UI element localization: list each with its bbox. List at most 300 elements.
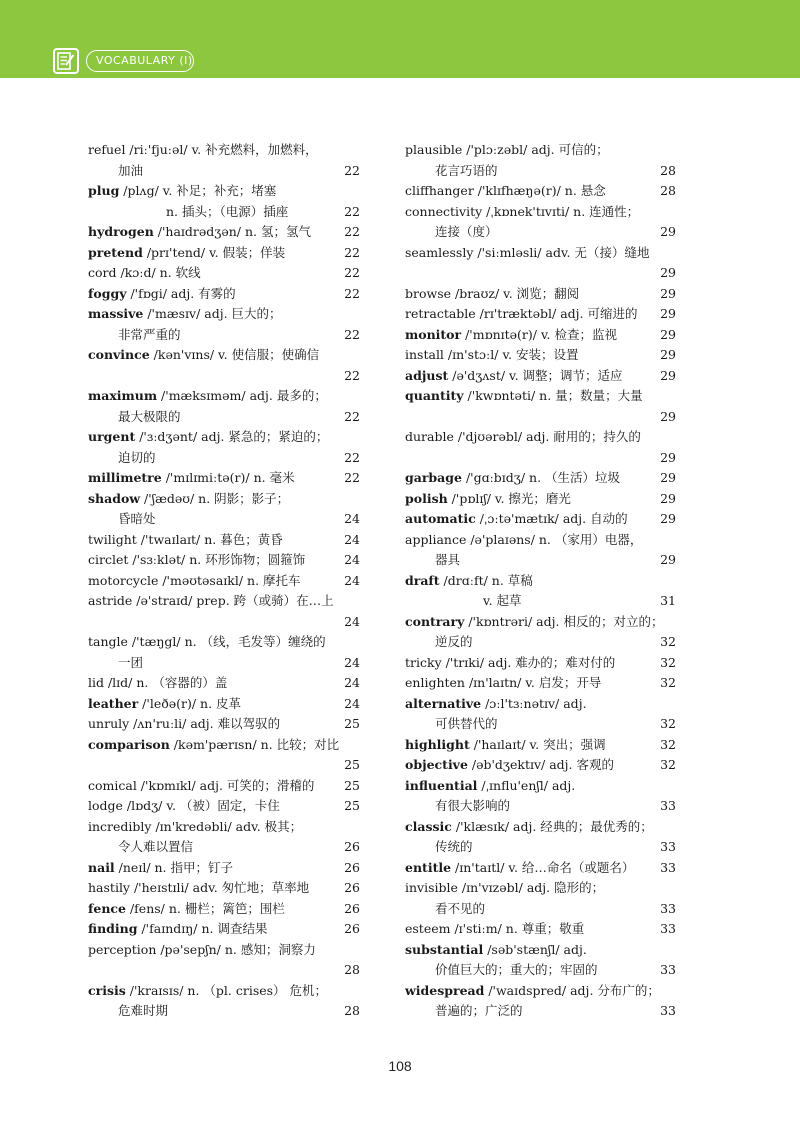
headword: highlight (405, 736, 470, 752)
entry-page-number: 22 (342, 243, 360, 264)
vocab-entry (88, 181, 360, 222)
entry-line (88, 817, 360, 838)
entry-page-number: 22 (342, 325, 360, 346)
definition-text: /'pɒlɪʃ/ v. 擦光；磨光 (447, 490, 571, 506)
entry-page-number: 22 (342, 468, 360, 489)
definition-text: /pə'sepʃn/ n. 感知；洞察力 (156, 941, 316, 957)
definition-text: /kɔːd/ n. 软线 (116, 265, 201, 280)
headword: foggy (88, 285, 127, 301)
definition-text: /ɪn'vɪzəbl/ adj. 隐形的； (457, 880, 605, 895)
vocab-entry (88, 591, 360, 632)
definition-text: /ˌɪnflu'enʃl/ adj. (477, 777, 576, 793)
definition-text: /'tæŋgl/ n. （线，毛发等）缠绕的 (127, 634, 326, 649)
entry-line (88, 530, 360, 551)
headword: twilight (88, 531, 137, 547)
headword: quantity (405, 388, 464, 403)
headword: enlighten (405, 675, 465, 690)
header-band (0, 0, 800, 78)
entry-line: 一团 (118, 654, 144, 670)
entry-page-number: 32 (658, 653, 676, 674)
entry-line: 加油 (118, 162, 144, 178)
entry-line (405, 386, 676, 407)
entry-line (405, 919, 676, 940)
headword: massive (88, 306, 144, 321)
headword: entitle (405, 859, 452, 875)
definition-text: /plʌg/ v. 补足；补充；堵塞 (119, 183, 277, 198)
entry-line (88, 899, 360, 920)
definition-text: /'mæksɪməm/ adj. 最多的； (157, 388, 327, 403)
entry-line (88, 755, 360, 776)
headword: nail (88, 859, 115, 875)
headword: pretend (88, 244, 143, 260)
headword: lid (88, 675, 104, 690)
definition-text: /'faɪndɪŋ/ n. 调查结果 (137, 921, 268, 936)
entry-page-number: 29 (658, 448, 676, 469)
headword: seamlessly (405, 244, 474, 260)
entry-line (405, 940, 676, 961)
headword: influential (405, 777, 478, 793)
definition-text: /fens/ n. 栅栏；篱笆；围栏 (125, 900, 285, 916)
entry-page-number: 29 (658, 407, 676, 428)
vocab-entry (88, 550, 360, 571)
vocab-entry (88, 858, 360, 879)
entry-line (88, 735, 360, 756)
entry-page-number: 25 (342, 714, 360, 735)
headword: millimetre (88, 470, 162, 485)
definition-text: /braʊz/ v. 浏览；翻阅 (451, 285, 580, 301)
left-column (88, 140, 360, 1022)
entry-page-number: 32 (658, 714, 676, 735)
entry-page-number: 24 (342, 612, 360, 633)
entry-line (88, 366, 360, 387)
entry-page-number: 29 (658, 509, 676, 530)
vocab-entry (88, 899, 360, 920)
headword: substantial (405, 941, 484, 957)
headword: retractable (405, 306, 476, 321)
definition-text: /neɪl/ n. 指甲；钉子 (114, 859, 233, 875)
headword: polish (405, 490, 448, 506)
headword: esteem (405, 921, 451, 936)
vocab-entry (405, 509, 676, 530)
vocab-entry (88, 345, 360, 386)
vocab-entry (88, 243, 360, 264)
entry-page-number: 33 (658, 837, 676, 858)
entry-page-number: 33 (658, 919, 676, 940)
definition-text: /'gɑːbɪdʒ/ n. （生活）垃圾 (461, 470, 621, 485)
entry-line (88, 776, 360, 797)
headword: astride (88, 593, 133, 608)
entry-line (88, 284, 360, 305)
entry-page-number: 22 (342, 202, 360, 223)
definition-text: /drɑːft/ n. 草稿 (439, 572, 533, 588)
entry-page-number: 22 (342, 161, 360, 182)
definition-text: /'sɜːklət/ n. 环形饰物；圆箍饰 (128, 552, 306, 567)
definition-text: /riː'fjuːəl/ v. 补充燃料，加燃料， (125, 142, 318, 157)
entry-line (88, 878, 360, 899)
definition-text: /ɪn'laɪtn/ v. 启发；开导 (464, 675, 602, 690)
entry-line (88, 981, 360, 1002)
entry-line (405, 427, 676, 448)
section-label: VOCABULARY (I) (86, 50, 194, 72)
vocab-entry (88, 489, 360, 530)
definition-text: /'leðə(r)/ n. 皮革 (138, 695, 242, 711)
entry-line (88, 612, 360, 633)
definition-text: /ˌɔːtə'mætɪk/ adj. 自动的 (475, 511, 628, 526)
entry-page-number: 22 (342, 222, 360, 243)
entry-line (88, 940, 360, 961)
definition-text: /'trɪki/ adj. 难办的；难对付的 (441, 654, 616, 670)
entry-line (88, 796, 360, 817)
entry-page-number: 26 (342, 899, 360, 920)
entry-page-number: 29 (658, 263, 676, 284)
entry-line (405, 509, 676, 530)
entry-line: 器具 (435, 552, 461, 567)
vocab-entry (405, 427, 676, 468)
entry-line (88, 714, 360, 735)
definition-text: /'mɒnɪtə(r)/ v. 检查；监视 (461, 326, 617, 342)
vocab-entry (405, 858, 676, 879)
entry-line: 危难时期 (118, 1003, 169, 1018)
entry-line (405, 776, 676, 797)
vocab-entry (88, 940, 360, 981)
entry-line (405, 304, 676, 325)
definition-text: /ɪ'stiːm/ n. 尊重；敬重 (450, 921, 585, 936)
entry-line (405, 140, 676, 161)
vocab-entry (405, 981, 676, 1022)
headword: leather (88, 695, 139, 711)
entry-page-number: 28 (658, 181, 676, 202)
headword: plug (88, 183, 120, 198)
headword: maximum (88, 388, 158, 403)
vocab-entry (405, 755, 676, 776)
vocab-entry (88, 140, 360, 181)
vocab-entry (88, 878, 360, 899)
entry-line (405, 878, 676, 899)
entry-line (88, 632, 360, 653)
headword: durable (405, 429, 454, 444)
entry-line (405, 673, 676, 694)
entry-line (405, 489, 676, 510)
entry-line (88, 673, 360, 694)
entry-line (88, 263, 360, 284)
entry-page-number: 24 (342, 550, 360, 571)
entry-line (405, 817, 676, 838)
definition-text: /ɪn'taɪtl/ v. 给…命名（或题名） (451, 859, 635, 875)
entry-line: 昏暗处 (118, 511, 156, 526)
entry-page-number: 25 (342, 776, 360, 797)
definition-text: /lɒdʒ/ v. （被）固定，卡住 (122, 798, 280, 813)
entry-page-number: 26 (342, 919, 360, 940)
definition-text: /ˌkɒnek'tɪvɪti/ n. 连通性； (482, 203, 640, 219)
definition-text: /'fɒgi/ adj. 有雾的 (126, 285, 236, 301)
entry-line (405, 325, 676, 346)
entry-line (88, 694, 360, 715)
vocab-entry (405, 304, 676, 325)
headword: adjust (405, 367, 449, 383)
entry-page-number: 29 (658, 304, 676, 325)
headword: urgent (88, 429, 136, 444)
headword: lodge (88, 798, 123, 813)
definition-text: /'ʃædəʊ/ n. 阴影；影子； (140, 490, 290, 506)
headword: cliffhanger (405, 183, 474, 198)
vocab-entry (405, 571, 676, 612)
headword: install (405, 347, 444, 362)
entry-page-number: 29 (658, 489, 676, 510)
entry-page-number: 33 (658, 858, 676, 879)
definition-text: /'məʊtəsaɪkl/ n. 摩托车 (158, 572, 301, 588)
entry-page-number: 28 (342, 1001, 360, 1022)
entry-line (88, 919, 360, 940)
entry-page-number: 24 (342, 571, 360, 592)
headword: invisible (405, 880, 458, 895)
vocab-entry (405, 366, 676, 387)
entry-line: 令人难以置信 (118, 839, 194, 854)
entry-page-number: 24 (342, 509, 360, 530)
entry-line (405, 243, 676, 264)
entry-page-number: 29 (658, 325, 676, 346)
vocab-entry (405, 878, 676, 919)
definition-text: /prɪ'tend/ v. 假装；佯装 (142, 244, 286, 260)
entry-line: 逆反的 (435, 634, 473, 649)
headword: unruly (88, 716, 130, 731)
entry-line: 非常严重的 (118, 326, 181, 342)
definition-text: /'klɪfhæŋə(r)/ n. 悬念 (473, 183, 606, 198)
vocab-entry (405, 653, 676, 674)
entry-line (405, 694, 676, 715)
entry-page-number: 32 (658, 755, 676, 776)
definition-text: /ʌn'ruːli/ adj. 难以驾驭的 (129, 716, 281, 731)
entry-page-number: 31 (658, 591, 676, 612)
entry-page-number: 28 (658, 161, 676, 182)
entry-line (405, 448, 676, 469)
vocab-entry (405, 140, 676, 181)
vocab-entry (88, 817, 360, 858)
entry-line: 最大极限的 (118, 408, 181, 424)
vocab-entry (88, 530, 360, 551)
definition-text: /lɪd/ n. （容器的）盖 (104, 675, 228, 690)
entry-line (405, 858, 676, 879)
definition-text: /'kɒntrəri/ adj. 相反的；对立的； (464, 613, 664, 629)
vocab-entry (405, 694, 676, 735)
entry-line: 连接（度） (435, 224, 498, 239)
vocab-entry (88, 386, 360, 427)
vocab-entry (405, 243, 676, 284)
headword: crisis (88, 982, 126, 998)
headword: cord (88, 265, 117, 280)
entry-line (405, 345, 676, 366)
vocab-entry (405, 202, 676, 243)
headword: fence (88, 900, 126, 916)
vocab-entry (405, 181, 676, 202)
headword: perception (88, 941, 157, 957)
headword: motorcycle (88, 572, 159, 588)
entry-line: n. 插头；（电源）插座 (166, 203, 289, 219)
entry-page-number: 28 (342, 960, 360, 981)
vocab-entry (88, 673, 360, 694)
definition-text: /'twaɪlaɪt/ n. 暮色；黄昏 (136, 531, 283, 547)
entry-line (405, 366, 676, 387)
entry-line (88, 858, 360, 879)
entry-line (88, 345, 360, 366)
definition-text: /rɪ'træktəbl/ adj. 可缩进的 (475, 306, 638, 321)
entry-page-number: 33 (658, 960, 676, 981)
vocab-entry (405, 489, 676, 510)
vocab-entry (405, 776, 676, 817)
entry-page-number: 32 (658, 735, 676, 756)
headword: finding (88, 921, 138, 936)
entry-line (405, 284, 676, 305)
definition-text: /ə'dʒʌst/ v. 调整；调节；适应 (448, 367, 623, 383)
vocab-entry (405, 673, 676, 694)
headword: tricky (405, 654, 442, 670)
vocab-entry (88, 981, 360, 1022)
entry-page-number: 22 (342, 407, 360, 428)
definition-text: /'waɪdspred/ adj. 分布广的； (484, 982, 660, 998)
definition-text: /'heɪstɪli/ adv. 匆忙地；草率地 (130, 880, 310, 895)
entry-line (405, 263, 676, 284)
entry-line (88, 427, 360, 448)
entry-page-number: 22 (342, 284, 360, 305)
entry-line (88, 571, 360, 592)
headword: connectivity (405, 203, 483, 219)
entry-line (88, 181, 360, 202)
headword: draft (405, 572, 440, 588)
vocab-entry (88, 714, 360, 735)
vocab-entry (88, 427, 360, 468)
headword: monitor (405, 326, 462, 342)
entry-line (88, 489, 360, 510)
definition-text: /'haɪdrədʒən/ n. 氢；氢气 (153, 224, 311, 239)
vocab-entry (405, 345, 676, 366)
vocab-entry (405, 468, 676, 489)
entry-page-number: 29 (658, 366, 676, 387)
vocab-entry (405, 612, 676, 653)
headword: alternative (405, 695, 482, 711)
page-number: 108 (388, 1058, 412, 1074)
entry-page-number: 29 (658, 345, 676, 366)
vocab-entry (88, 735, 360, 776)
entry-page-number: 24 (342, 673, 360, 694)
entry-line: 价值巨大的；重大的；牢固的 (435, 962, 598, 977)
entry-line (405, 181, 676, 202)
vocab-entry (88, 694, 360, 715)
entry-line (88, 960, 360, 981)
entry-page-number: 25 (342, 796, 360, 817)
headword: circlet (88, 552, 129, 567)
entry-line (405, 981, 676, 1002)
entry-line (88, 468, 360, 489)
definition-text: /'mæsɪv/ adj. 巨大的； (143, 306, 282, 321)
entry-line (405, 653, 676, 674)
headword: classic (405, 818, 452, 834)
vocab-entry (88, 222, 360, 243)
entry-line: 迫切的 (118, 449, 156, 465)
headword: shadow (88, 490, 141, 506)
vocab-entry (88, 304, 360, 345)
vocab-entry (405, 530, 676, 571)
definition-text: /əb'dʒektɪv/ adj. 客观的 (467, 757, 615, 772)
definition-text: /'kwɒntəti/ n. 量；数量；大量 (463, 388, 643, 403)
entry-page-number: 24 (342, 694, 360, 715)
entry-line (405, 530, 676, 551)
vocab-entry (88, 571, 360, 592)
vocab-entry (405, 284, 676, 305)
entry-line: v. 起草 (483, 593, 522, 608)
edit-notebook-icon (53, 48, 79, 74)
definition-text: /ə'straɪd/ prep. 跨（或骑）在…上 (132, 593, 334, 608)
entry-page-number: 22 (342, 448, 360, 469)
headword: incredibly (88, 818, 152, 834)
definition-text: /kəm'pærɪsn/ n. 比较；对比 (169, 736, 340, 752)
vocab-entry (405, 817, 676, 858)
vocab-entry (88, 263, 360, 284)
entry-page-number: 24 (342, 530, 360, 551)
entry-page-number: 29 (658, 284, 676, 305)
entry-line (88, 243, 360, 264)
entry-page-number: 24 (342, 653, 360, 674)
entry-line: 有很大影响的 (435, 798, 511, 813)
headword: refuel (88, 142, 126, 157)
entry-page-number: 29 (658, 222, 676, 243)
entry-line (405, 612, 676, 633)
headword: widespread (405, 982, 485, 998)
entry-line (88, 222, 360, 243)
entry-line: 传统的 (435, 839, 473, 854)
vocab-entry (88, 919, 360, 940)
entry-page-number: 33 (658, 899, 676, 920)
definition-text: /'mɪlɪmiːtə(r)/ n. 毫米 (161, 470, 295, 485)
vocab-entry (405, 919, 676, 940)
headword: hydrogen (88, 224, 154, 239)
entry-line (88, 550, 360, 571)
entry-line: 花言巧语的 (435, 162, 498, 178)
headword: comparison (88, 736, 170, 752)
headword: plausible (405, 142, 463, 157)
vocab-entry (405, 940, 676, 981)
headword: hastily (88, 880, 130, 895)
vocab-entry (405, 735, 676, 756)
entry-page-number: 26 (342, 837, 360, 858)
entry-line (405, 571, 676, 592)
vocab-entry (88, 284, 360, 305)
entry-line (405, 755, 676, 776)
entry-line (405, 202, 676, 223)
entry-page-number: 33 (658, 1001, 676, 1022)
entry-page-number: 29 (658, 468, 676, 489)
entry-line (88, 304, 360, 325)
headword: garbage (405, 470, 462, 485)
right-column (405, 140, 676, 1022)
definition-text: /'djʊərəbl/ adj. 耐用的；持久的 (453, 429, 641, 444)
definition-text: /'klæsɪk/ adj. 经典的；最优秀的； (451, 818, 653, 834)
definition-text: /səb'stænʃl/ adj. (483, 941, 587, 957)
headword: browse (405, 285, 452, 301)
headword: objective (405, 757, 468, 772)
entry-line (88, 140, 360, 161)
definition-text: /'haɪlaɪt/ v. 突出；强调 (469, 736, 606, 752)
entry-page-number: 33 (658, 796, 676, 817)
definition-text: /kən'vɪns/ v. 使信服；使确信 (149, 347, 320, 362)
definition-text: /'kraɪsɪs/ n. （pl. crises） 危机； (125, 982, 328, 998)
headword: tangle (88, 634, 128, 649)
entry-line (405, 468, 676, 489)
entry-line (405, 407, 676, 428)
entry-line: 普遍的；广泛的 (435, 1003, 523, 1018)
entry-line: 可供替代的 (435, 716, 498, 731)
definition-text: /ə'plaɪəns/ n. （家用）电器， (466, 531, 643, 547)
entry-page-number: 22 (342, 366, 360, 387)
vocab-entry (88, 632, 360, 673)
